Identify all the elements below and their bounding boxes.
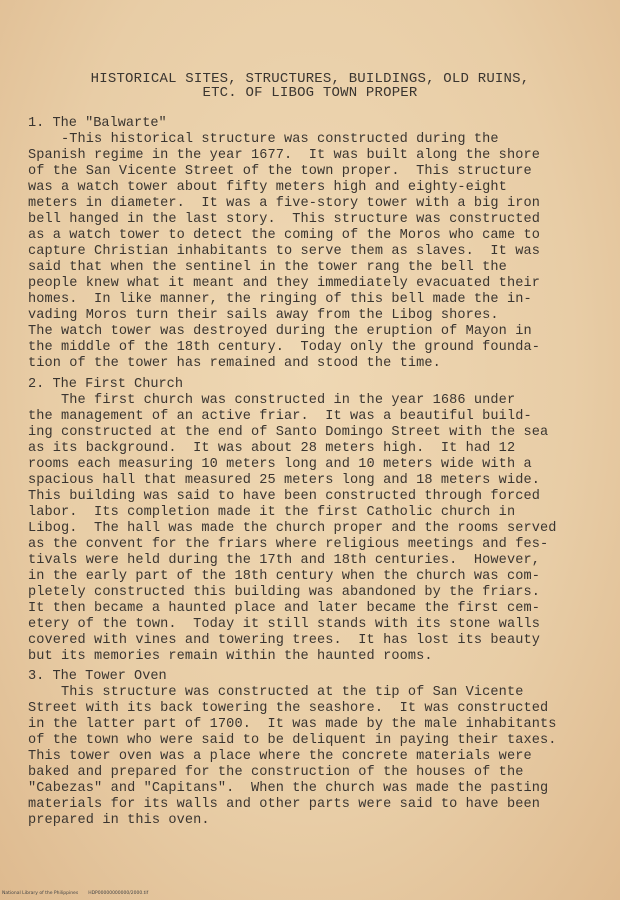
text-line: said that when the sentinel in the tower rang the bell the bbox=[28, 260, 507, 275]
text-line: The watch tower was destroyed during the eruption of Mayon in bbox=[28, 324, 532, 339]
section-heading: 2. The First Church bbox=[28, 377, 183, 392]
text-line: covered with vines and towering trees. It has lost its beauty bbox=[28, 633, 540, 648]
document-title-line-2: ETC. OF LIBOG TOWN PROPER bbox=[202, 85, 418, 101]
text-line: the middle of the 18th century. Today only the ground founda- bbox=[28, 340, 540, 355]
text-line: -This historical structure was constructed during the bbox=[28, 132, 499, 147]
text-line: Spanish regime in the year 1677. It was built along the shore bbox=[28, 148, 540, 163]
text-line: This tower oven was a place where the concrete materials were bbox=[28, 749, 532, 764]
text-line: This structure was constructed at the tip of San Vicente bbox=[28, 685, 524, 700]
text-line: spacious hall that measured 25 meters long and 18 meters wide. bbox=[28, 473, 540, 488]
text-line: was a watch tower about fifty meters high and eighty-eight bbox=[28, 180, 507, 195]
text-line: This building was said to have been constructed through forced bbox=[28, 489, 540, 504]
text-line: meters in diameter. It was a five-story tower with a big iron bbox=[28, 196, 540, 211]
section-tower-oven bbox=[28, 669, 600, 829]
archive-footer bbox=[2, 891, 158, 896]
section-heading: 3. The Tower Oven bbox=[28, 669, 167, 684]
text-line: ing constructed at the end of Santo Domingo Street with the sea bbox=[28, 425, 549, 440]
text-line: prepared in this oven. bbox=[28, 813, 210, 828]
section-first-church bbox=[28, 377, 600, 665]
text-line: as its background. It was about 28 meters high. It had 12 bbox=[28, 441, 516, 456]
text-line: The first church was constructed in the year 1686 under bbox=[28, 393, 516, 408]
footer-library: National Library of the Philippines bbox=[2, 891, 79, 896]
text-line: of the San Vicente Street of the town proper. This structure bbox=[28, 164, 532, 179]
text-line: people knew what it meant and they immediately evacuated their bbox=[28, 276, 540, 291]
section-body bbox=[28, 685, 600, 829]
text-line: tivals were held during the 17th and 18th centuries. However, bbox=[28, 553, 540, 568]
text-line: as the convent for the friars where religious meetings and fes- bbox=[28, 537, 549, 552]
text-line: rooms each measuring 10 meters long and 10 meters wide with a bbox=[28, 457, 532, 472]
text-line: homes. In like manner, the ringing of this bell made the in- bbox=[28, 292, 532, 307]
text-line: the management of an active friar. It was a beautiful build- bbox=[28, 409, 532, 424]
document-title-line-1: HISTORICAL SITES, STRUCTURES, BUILDINGS, OLD RUINS, bbox=[90, 71, 530, 87]
text-line: tion of the tower has remained and stood the time. bbox=[28, 356, 441, 371]
text-line: etery of the town. Today it still stands with its stone walls bbox=[28, 617, 540, 632]
text-line: but its memories remain within the haunted rooms. bbox=[28, 649, 433, 664]
text-line: materials for its walls and other parts were said to have been bbox=[28, 797, 540, 812]
text-line: Street with its back towering the seashore. It was constructed bbox=[28, 701, 549, 716]
section-body bbox=[28, 393, 600, 665]
text-line: as a watch tower to detect the coming of the Moros who came to bbox=[28, 228, 540, 243]
text-line: "Cabezas" and "Capitans". When the church was made the pasting bbox=[28, 781, 549, 796]
text-line: capture Christian inhabitants to serve them as slaves. It was bbox=[28, 244, 540, 259]
text-line: baked and prepared for the construction of the houses of the bbox=[28, 765, 524, 780]
section-balwarte bbox=[28, 116, 600, 372]
section-heading: 1. The "Balwarte" bbox=[28, 116, 167, 131]
text-line: Libog. The hall was made the church proper and the rooms served bbox=[28, 521, 557, 536]
text-line: of the town who were said to be deliquent in paying their taxes. bbox=[28, 733, 557, 748]
footer-file-id: HDP00000000000/2000.tif bbox=[88, 891, 149, 896]
text-line: in the early part of the 18th century when the church was com- bbox=[28, 569, 540, 584]
text-line: bell hanged in the last story. This structure was constructed bbox=[28, 212, 540, 227]
text-line: pletely constructed this building was abandoned by the friars. bbox=[28, 585, 540, 600]
text-line: labor. Its completion made it the first Catholic church in bbox=[28, 505, 516, 520]
text-line: in the latter part of 1700. It was made by the male inhabitants bbox=[28, 717, 557, 732]
text-line: It then became a haunted place and later became the first cem- bbox=[28, 601, 540, 616]
text-line: vading Moros turn their sails away from the Libog shores. bbox=[28, 308, 499, 323]
section-body bbox=[28, 132, 600, 372]
